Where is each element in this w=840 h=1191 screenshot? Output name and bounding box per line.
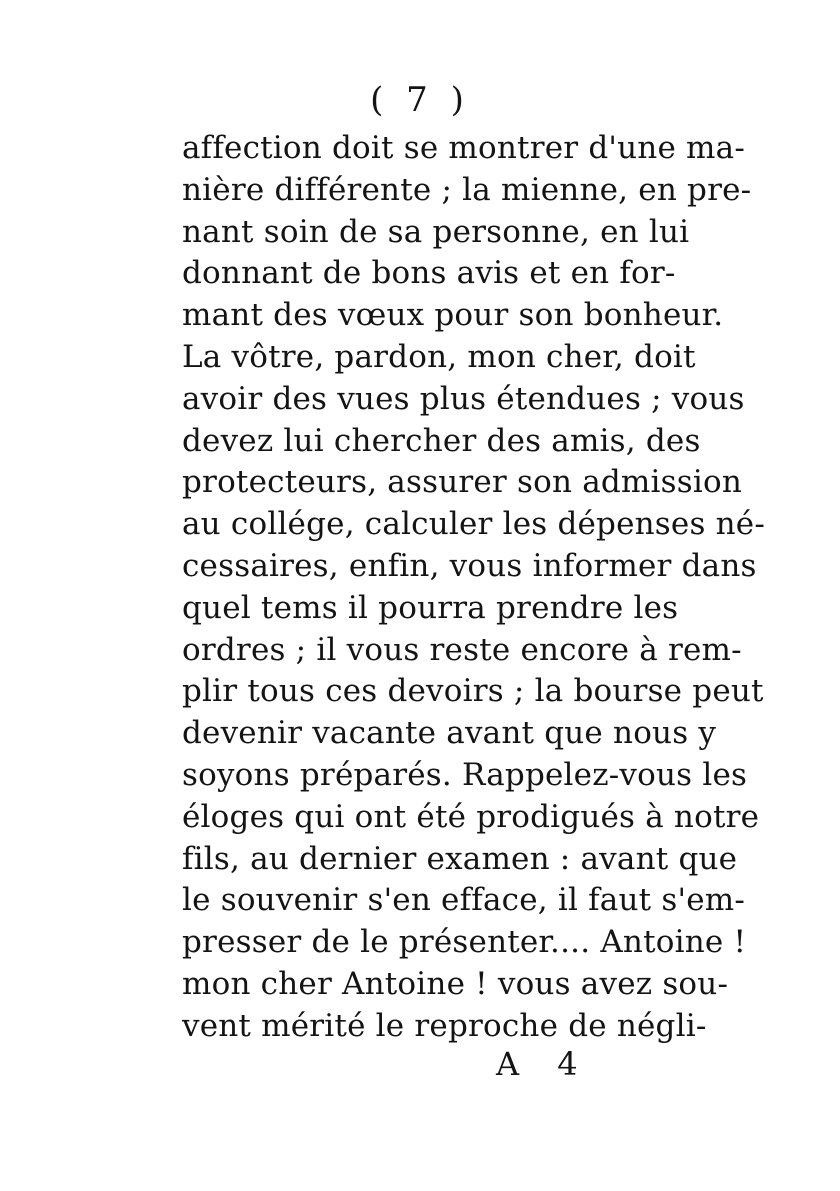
text-line: donnant de bons avis et en for- bbox=[182, 255, 676, 292]
text-line: le souvenir s'en efface, il faut s'em- bbox=[182, 882, 746, 919]
text-line: mon cher Antoine ! vous avez sou- bbox=[182, 965, 729, 1002]
text-line: presser de le présenter.... Antoine ! bbox=[182, 924, 747, 961]
text-line: affection doit se montrer d'une ma- bbox=[182, 130, 746, 166]
text-line: au collége, calculer les dépenses né- bbox=[182, 506, 765, 543]
text-line: avoir des vues plus étendues ; vous bbox=[182, 380, 745, 417]
text-line: fils, au dernier examen : avant que bbox=[182, 840, 738, 877]
text-line: vent mérité le reproche de négli- bbox=[182, 1007, 707, 1044]
text-line: cessaires, enfin, vous informer dans bbox=[182, 547, 757, 584]
text-line: éloges qui ont été prodigués à notre bbox=[182, 798, 760, 835]
text-line: protecteurs, assurer son admission bbox=[182, 464, 742, 501]
page-number: ( 7 ) bbox=[370, 80, 470, 120]
signature-mark: A 4 bbox=[496, 1045, 592, 1083]
text-line: La vôtre, pardon, mon cher, doit bbox=[182, 338, 696, 375]
text-line: devenir vacante avant que nous y bbox=[182, 715, 717, 752]
text-line: ordres ; il vous reste encore à rem- bbox=[182, 631, 742, 668]
body-text bbox=[182, 128, 765, 1048]
text-line: quel tems il pourra prendre les bbox=[182, 589, 679, 626]
text-line: soyons préparés. Rappelez-vous les bbox=[182, 756, 748, 793]
text-line: nière différente ; la mienne, en pre- bbox=[182, 171, 752, 208]
text-line: nant soin de sa personne, en lui bbox=[182, 213, 690, 250]
text-line: plir tous ces devoirs ; la bourse peut bbox=[182, 673, 764, 710]
text-line: devez lui chercher des amis, des bbox=[182, 422, 701, 459]
text-line: mant des vœux pour son bonheur. bbox=[182, 297, 724, 334]
